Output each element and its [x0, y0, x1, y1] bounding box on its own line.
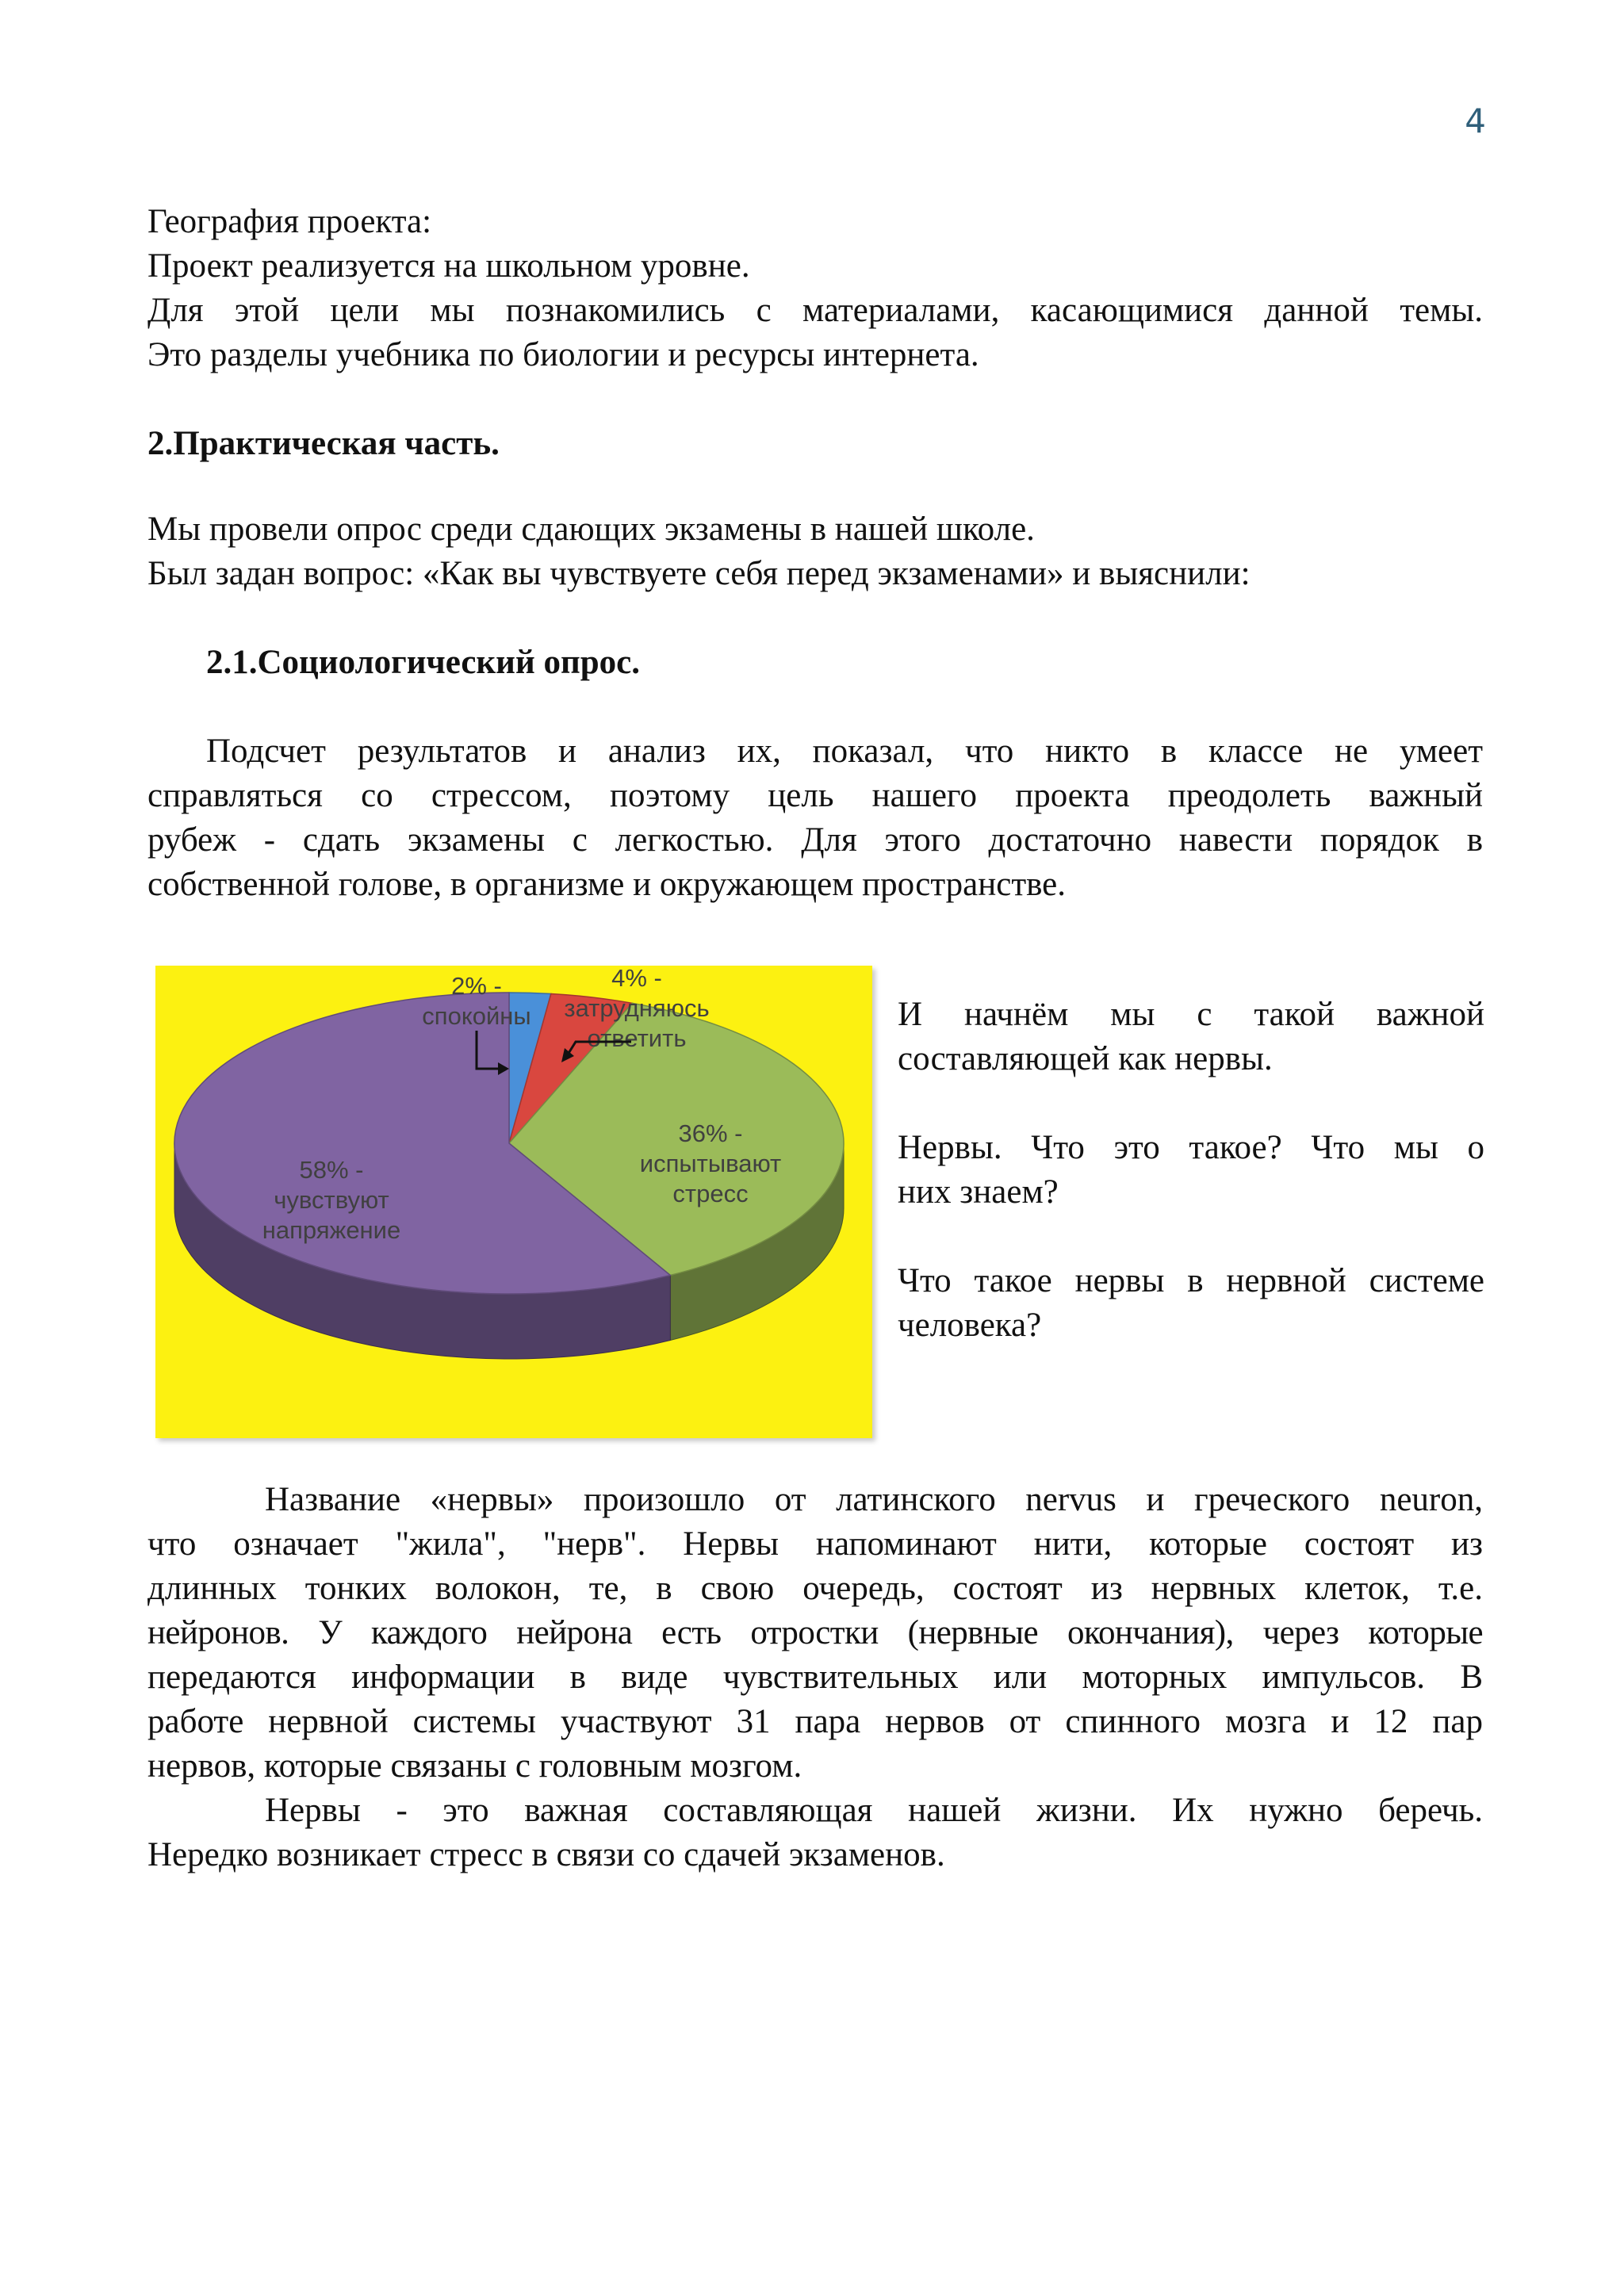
intro-line: Это разделы учебника по биологии и ресурсы интернета. [147, 336, 979, 373]
survey-line: Мы провели опрос среди сдающих экзамены в нашей школе. [147, 511, 1035, 548]
nerves-line: длинных тонких волокон, те, в свою очередь, состоят из нервных клеток, т.е. [147, 1570, 1483, 1607]
analysis-line: собственной голове, в организме и окружающем пространстве. [147, 866, 1067, 903]
side-line: И начнём мы с такой важной [898, 996, 1484, 1033]
pie-label: 2% - [451, 972, 502, 1000]
side-line: Что такое нервы в нервной системе [898, 1262, 1484, 1299]
pie-label: 4% - [611, 966, 662, 992]
nerves-line: нейронов. У каждого нейрона есть отростки (нервные окончания), через которые [147, 1614, 1483, 1651]
pie-chart-svg [155, 966, 872, 1438]
side-line: них знаем? [898, 1173, 1059, 1211]
pie-label: 36% - [678, 1119, 743, 1147]
analysis-line: Подсчет результатов и анализ их, показал, что никто в классе не умеет [206, 733, 1483, 770]
intro-line: География проекта: [147, 203, 432, 240]
pie-label: чувствуют [274, 1186, 389, 1214]
side-line: человека? [898, 1307, 1042, 1344]
side-paragraph-2 [898, 1126, 1484, 1215]
page-number: 4 [1465, 101, 1486, 140]
survey-section [147, 507, 1483, 596]
nerves-line: работе нервной системы участвуют 31 пара нервов от спинного мозга и 12 пар [147, 1703, 1483, 1740]
intro-section [147, 200, 1483, 377]
analysis-line: справляться со стрессом, поэтому цель нашего проекта преодолеть важный [147, 777, 1483, 814]
subsection-heading: 2.1.Социологический опрос. [206, 644, 641, 681]
side-paragraph-1 [898, 993, 1484, 1081]
intro-line: Проект реализуется на школьном уровне. [147, 247, 750, 285]
analysis-section [147, 729, 1483, 907]
nerves-section [147, 1478, 1483, 1877]
pie-label: затрудняюсь [564, 994, 710, 1022]
nerves-line: Нервы - это важная составляющая нашей жизни. Их нужно беречь. [265, 1792, 1483, 1829]
survey-line: Был задан вопрос: «Как вы чувствуете себя перед экзаменами» и выяснили: [147, 555, 1251, 592]
pie-label: испытывают [639, 1150, 782, 1177]
side-paragraph-3 [898, 1259, 1484, 1348]
nerves-line: передаются информации в виде чувствительных или моторных импульсов. В [147, 1659, 1483, 1696]
pie-label: ответить [587, 1024, 687, 1052]
survey-pie-chart [155, 966, 872, 1438]
side-line: составляющей как нервы. [898, 1040, 1273, 1077]
side-line: Нервы. Что это такое? Что мы о [898, 1129, 1484, 1166]
section-heading: 2.Практическая часть. [147, 425, 500, 462]
pie-label: стресс [672, 1180, 749, 1207]
pie-label: спокойны [422, 1002, 531, 1030]
pie-label: напряжение [262, 1216, 401, 1244]
nerves-line: нервов, которые связаны с головным мозгом. [147, 1747, 802, 1785]
intro-line: Для этой цели мы познакомились с материалами, касающимися данной темы. [147, 292, 1483, 329]
nerves-line: Нередко возникает стресс в связи со сдачей экзаменов. [147, 1836, 945, 1873]
analysis-line: рубеж - сдать экзамены с легкостью. Для этого достаточно навести порядок в [147, 821, 1483, 859]
pie-label: 58% - [299, 1156, 364, 1184]
nerves-line: что означает "жила", "нерв". Нервы напоминают нити, которые состоят из [147, 1525, 1483, 1563]
nerves-line: Название «нервы» произошло от латинского nervus и греческого neuron, [265, 1481, 1483, 1518]
